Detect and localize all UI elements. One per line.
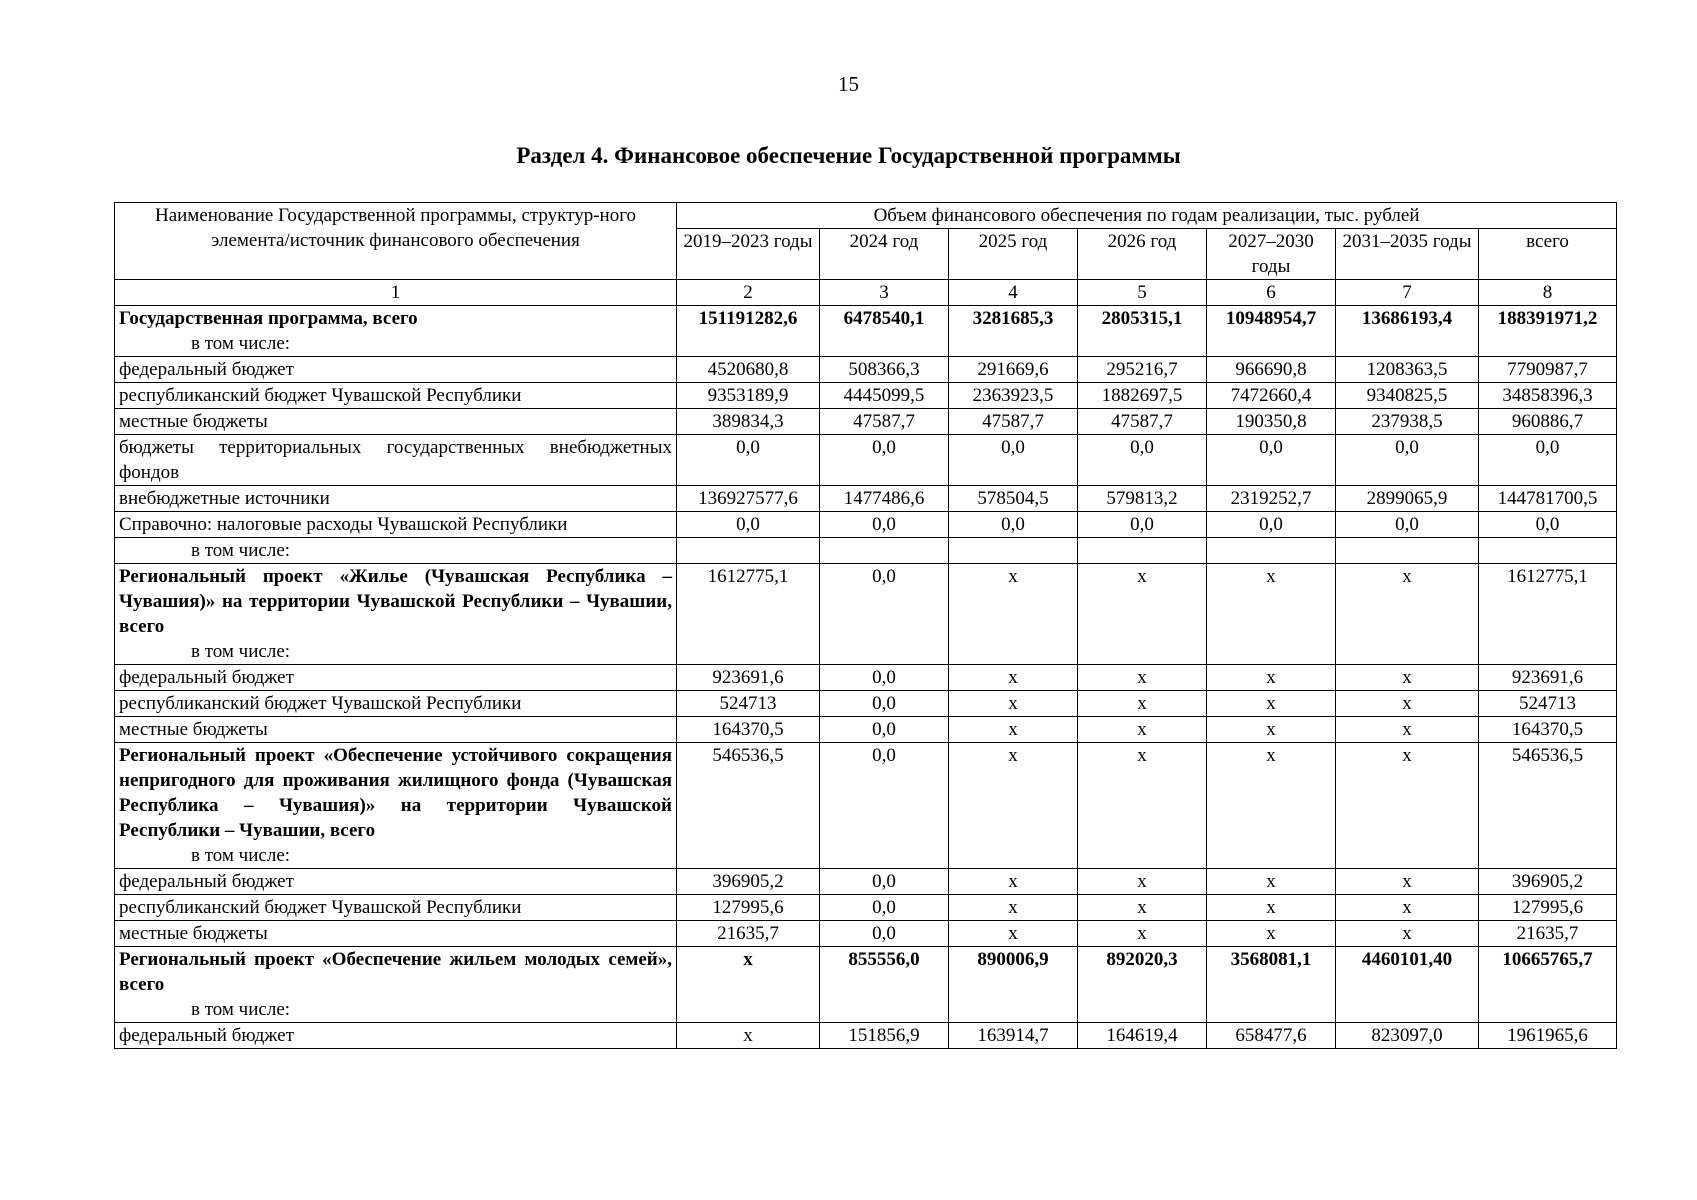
row-subnote: в том числе:: [191, 845, 291, 866]
row-name: местные бюджеты: [119, 411, 268, 432]
value-cell: 0,0: [677, 435, 820, 486]
value-cell: 658477,6: [1207, 1023, 1336, 1049]
value-cell: [677, 538, 820, 564]
value-cell: x: [1336, 743, 1479, 869]
value-cell: 2805315,1: [1078, 306, 1207, 357]
value-cell: x: [1336, 691, 1479, 717]
value-cell: x: [1207, 895, 1336, 921]
value-cell: x: [1078, 895, 1207, 921]
value-cell: 389834,3: [677, 409, 820, 435]
row-name: местные бюджеты: [119, 719, 268, 740]
value-cell: 508366,3: [820, 357, 949, 383]
value-cell: 21635,7: [1479, 921, 1617, 947]
table-row: [115, 665, 1617, 691]
value-cell: x: [949, 743, 1078, 869]
value-cell: 237938,5: [1336, 409, 1479, 435]
value-cell: 34858396,3: [1479, 383, 1617, 409]
value-cell: 546536,5: [677, 743, 820, 869]
table-row: [115, 921, 1617, 947]
row-name-cell: [115, 306, 677, 357]
value-cell: 1961965,6: [1479, 1023, 1617, 1049]
value-cell: [820, 538, 949, 564]
value-cell: 10665765,7: [1479, 947, 1617, 1023]
value-cell: x: [949, 665, 1078, 691]
value-cell: 295216,7: [1078, 357, 1207, 383]
value-cell: 0,0: [820, 691, 949, 717]
row-name-cell: [115, 691, 677, 717]
value-cell: 47587,7: [1078, 409, 1207, 435]
value-cell: x: [1078, 717, 1207, 743]
column-number: 8: [1479, 280, 1617, 306]
value-cell: x: [1078, 665, 1207, 691]
row-name-cell: [115, 1023, 677, 1049]
column-number: 7: [1336, 280, 1479, 306]
value-cell: 3281685,3: [949, 306, 1078, 357]
value-cell: 546536,5: [1479, 743, 1617, 869]
table-row: [115, 409, 1617, 435]
value-cell: x: [1336, 717, 1479, 743]
row-name: Региональный проект «Обеспечение жильем молодых семей», всего: [119, 949, 672, 995]
row-name: внебюджетные источники: [119, 488, 330, 509]
value-cell: 0,0: [1078, 435, 1207, 486]
value-cell: x: [677, 947, 820, 1023]
value-cell: x: [1078, 691, 1207, 717]
row-name: федеральный бюджет: [119, 359, 294, 380]
row-name-cell: [115, 409, 677, 435]
row-subnote: в том числе:: [191, 333, 291, 354]
column-number: 3: [820, 280, 949, 306]
value-cell: x: [949, 691, 1078, 717]
year-header: 2019–2023 годы: [677, 229, 820, 280]
value-cell: x: [1336, 665, 1479, 691]
column-number: 4: [949, 280, 1078, 306]
value-cell: x: [949, 869, 1078, 895]
value-cell: x: [1078, 743, 1207, 869]
row-name-cell: [115, 665, 677, 691]
table-row: [115, 435, 1617, 486]
value-cell: 1882697,5: [1078, 383, 1207, 409]
value-cell: 151191282,6: [677, 306, 820, 357]
value-cell: 9353189,9: [677, 383, 820, 409]
table-row: [115, 895, 1617, 921]
row-name: республиканский бюджет Чувашской Республики: [119, 385, 522, 406]
value-cell: x: [1207, 691, 1336, 717]
row-name-cell: [115, 512, 677, 538]
value-cell: 291669,6: [949, 357, 1078, 383]
value-cell: 0,0: [1479, 435, 1617, 486]
year-header: всего: [1479, 229, 1617, 280]
row-name-cell: [115, 743, 677, 869]
value-cell: x: [677, 1023, 820, 1049]
value-cell: 0,0: [820, 895, 949, 921]
value-cell: 4520680,8: [677, 357, 820, 383]
value-cell: [1207, 538, 1336, 564]
value-cell: 0,0: [1078, 512, 1207, 538]
value-cell: 0,0: [1479, 512, 1617, 538]
table-row: [115, 691, 1617, 717]
value-cell: 0,0: [820, 869, 949, 895]
value-cell: 164370,5: [1479, 717, 1617, 743]
value-cell: x: [1078, 921, 1207, 947]
row-subnote: в том числе:: [191, 641, 291, 662]
row-name-cell: [115, 357, 677, 383]
column-number: 5: [1078, 280, 1207, 306]
value-cell: 127995,6: [1479, 895, 1617, 921]
value-cell: 151856,9: [820, 1023, 949, 1049]
value-cell: x: [1207, 869, 1336, 895]
column-number: 2: [677, 280, 820, 306]
value-cell: 1612775,1: [677, 564, 820, 665]
value-cell: 7472660,4: [1207, 383, 1336, 409]
value-cell: 0,0: [820, 921, 949, 947]
row-name: республиканский бюджет Чувашской Республики: [119, 693, 522, 714]
value-cell: 524713: [1479, 691, 1617, 717]
financing-table: [114, 202, 1617, 1049]
row-subnote: в том числе:: [191, 540, 291, 561]
year-header: 2025 год: [949, 229, 1078, 280]
value-cell: x: [949, 895, 1078, 921]
value-cell: 0,0: [820, 665, 949, 691]
row-name-cell: [115, 869, 677, 895]
value-cell: 190350,8: [1207, 409, 1336, 435]
value-cell: 1477486,6: [820, 486, 949, 512]
value-cell: 2319252,7: [1207, 486, 1336, 512]
row-name: бюджеты территориальных государственных внебюджетных фондов: [119, 437, 672, 483]
column-number: 1: [115, 280, 677, 306]
table-row: [115, 564, 1617, 665]
row-name-cell: [115, 921, 677, 947]
table-row: [115, 383, 1617, 409]
row-name: Справочно: налоговые расходы Чувашской Республики: [119, 514, 568, 535]
value-cell: x: [1207, 743, 1336, 869]
value-cell: 0,0: [820, 564, 949, 665]
row-name-cell: [115, 486, 677, 512]
value-cell: 960886,7: [1479, 409, 1617, 435]
row-name-cell: [115, 538, 677, 564]
section-title: Раздел 4. Финансовое обеспечение Государственной программы: [516, 143, 1181, 168]
value-cell: 0,0: [820, 743, 949, 869]
value-cell: 524713: [677, 691, 820, 717]
value-cell: 47587,7: [949, 409, 1078, 435]
value-cell: 188391971,2: [1479, 306, 1617, 357]
value-cell: 163914,7: [949, 1023, 1078, 1049]
value-cell: 1612775,1: [1479, 564, 1617, 665]
row-name: федеральный бюджет: [119, 871, 294, 892]
value-cell: [1479, 538, 1617, 564]
value-cell: 923691,6: [677, 665, 820, 691]
value-cell: 892020,3: [1078, 947, 1207, 1023]
value-cell: x: [1207, 717, 1336, 743]
value-cell: 10948954,7: [1207, 306, 1336, 357]
value-cell: 144781700,5: [1479, 486, 1617, 512]
year-header: 2031–2035 годы: [1336, 229, 1479, 280]
value-cell: x: [1336, 921, 1479, 947]
value-cell: 4445099,5: [820, 383, 949, 409]
value-cell: 21635,7: [677, 921, 820, 947]
value-cell: x: [949, 717, 1078, 743]
year-header: 2024 год: [820, 229, 949, 280]
value-cell: 4460101,40: [1336, 947, 1479, 1023]
row-name-cell: [115, 895, 677, 921]
value-cell: [1078, 538, 1207, 564]
value-cell: 6478540,1: [820, 306, 949, 357]
row-name: Региональный проект «Обеспечение устойчивого сокращения непригодного для проживания жилищного фонда (Чувашская Республика – Чувашия)» на территории Чувашской Республики – Чувашии, всего: [119, 745, 672, 841]
value-cell: 9340825,5: [1336, 383, 1479, 409]
row-subnote: в том числе:: [191, 999, 291, 1020]
value-cell: x: [1078, 869, 1207, 895]
year-header: 2027–2030 годы: [1207, 229, 1336, 280]
value-cell: 0,0: [820, 435, 949, 486]
value-cell: x: [1207, 921, 1336, 947]
value-cell: 890006,9: [949, 947, 1078, 1023]
row-name: республиканский бюджет Чувашской Республики: [119, 897, 522, 918]
value-cell: 0,0: [677, 512, 820, 538]
value-cell: 396905,2: [677, 869, 820, 895]
value-cell: 823097,0: [1336, 1023, 1479, 1049]
value-cell: 396905,2: [1479, 869, 1617, 895]
value-cell: 47587,7: [820, 409, 949, 435]
value-cell: 966690,8: [1207, 357, 1336, 383]
table-row: [115, 947, 1617, 1023]
table-row: [115, 486, 1617, 512]
year-header: 2026 год: [1078, 229, 1207, 280]
row-name: местные бюджеты: [119, 923, 268, 944]
value-cell: 0,0: [1336, 512, 1479, 538]
row-name-cell: [115, 717, 677, 743]
row-name: Государственная программа, всего: [119, 308, 418, 329]
table-row: [115, 743, 1617, 869]
value-cell: 0,0: [820, 717, 949, 743]
value-cell: 578504,5: [949, 486, 1078, 512]
value-cell: 127995,6: [677, 895, 820, 921]
value-cell: x: [1336, 564, 1479, 665]
header-volume: Объем финансового обеспечения по годам реализации, тыс. рублей: [677, 203, 1617, 229]
column-number-row: [115, 280, 1617, 306]
row-name-cell: [115, 564, 677, 665]
value-cell: 855556,0: [820, 947, 949, 1023]
value-cell: 1208363,5: [1336, 357, 1479, 383]
row-name: Региональный проект «Жилье (Чувашская Республика – Чувашия)» на территории Чувашской Республики – Чувашии, всего: [119, 566, 672, 637]
column-number: 6: [1207, 280, 1336, 306]
value-cell: 0,0: [949, 435, 1078, 486]
value-cell: 13686193,4: [1336, 306, 1479, 357]
row-name-cell: [115, 383, 677, 409]
value-cell: [949, 538, 1078, 564]
value-cell: 3568081,1: [1207, 947, 1336, 1023]
table-row: [115, 538, 1617, 564]
row-name-cell: [115, 435, 677, 486]
table-row: [115, 357, 1617, 383]
value-cell: 923691,6: [1479, 665, 1617, 691]
value-cell: x: [1207, 564, 1336, 665]
value-cell: 164370,5: [677, 717, 820, 743]
value-cell: 0,0: [1336, 435, 1479, 486]
value-cell: [1336, 538, 1479, 564]
row-name-cell: [115, 947, 677, 1023]
value-cell: 164619,4: [1078, 1023, 1207, 1049]
table-row: [115, 717, 1617, 743]
header-name: Наименование Государственной программы, структур-ного элемента/источник финансового обеспечения: [115, 203, 677, 280]
value-cell: 2899065,9: [1336, 486, 1479, 512]
row-name: федеральный бюджет: [119, 667, 294, 688]
value-cell: 579813,2: [1078, 486, 1207, 512]
value-cell: 0,0: [1207, 435, 1336, 486]
value-cell: x: [1336, 869, 1479, 895]
table-row: [115, 306, 1617, 357]
value-cell: 136927577,6: [677, 486, 820, 512]
value-cell: x: [1078, 564, 1207, 665]
value-cell: x: [949, 921, 1078, 947]
table-row: [115, 512, 1617, 538]
value-cell: 0,0: [820, 512, 949, 538]
value-cell: 0,0: [1207, 512, 1336, 538]
value-cell: 7790987,7: [1479, 357, 1617, 383]
value-cell: 2363923,5: [949, 383, 1078, 409]
row-name: федеральный бюджет: [119, 1025, 294, 1046]
table-row: [115, 1023, 1617, 1049]
value-cell: 0,0: [949, 512, 1078, 538]
value-cell: x: [949, 564, 1078, 665]
value-cell: x: [1207, 665, 1336, 691]
value-cell: x: [1336, 895, 1479, 921]
page-number: 15: [838, 72, 859, 96]
table-row: [115, 869, 1617, 895]
